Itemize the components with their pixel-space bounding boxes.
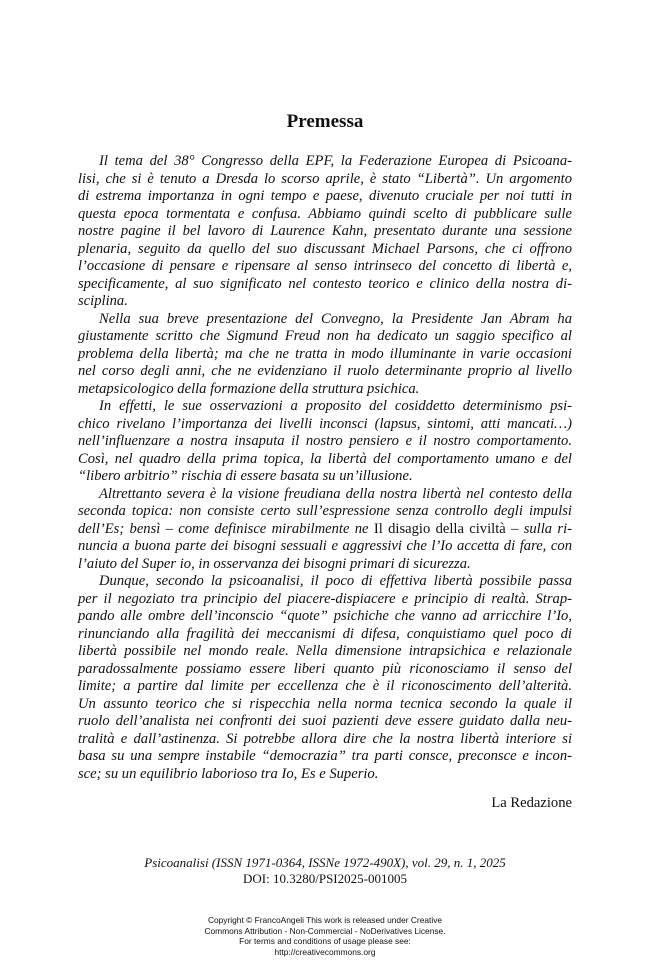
- text-line: [78, 661, 572, 679]
- text-segment: “libero arbitrio” rischia di essere basata su un’illusione.: [78, 468, 413, 484]
- text-segment: l’occasione di pensare e ripensare al senso intrinseco del concetto di libertà e,: [78, 258, 572, 274]
- copyright-notice: [0, 915, 650, 957]
- text-line: [78, 311, 572, 329]
- text-segment: metapsicologico della formazione della struttura psichica.: [78, 380, 420, 397]
- text-segment: ruolo dell’analista nei confronti dei suoi pazienti deve essere guidato dalla neu-: [78, 713, 572, 729]
- text-line: [78, 153, 572, 171]
- text-line: [78, 731, 572, 749]
- copyright-line: For terms and conditions of usage please see:: [239, 936, 411, 947]
- signature: La Redazione: [491, 795, 572, 811]
- text-segment: questa epoca tormentata e confusa. Abbiamo quindi scelto di pubblicare sulle: [78, 205, 572, 222]
- text-line: [78, 398, 572, 416]
- text-segment: di estrema importanza in ogni tempo e paese, divenuto cruciale per noi tutti in: [78, 188, 572, 204]
- text-segment: plenaria, seguito da quello del suo discussant Michael Parsons, che ci offrono: [78, 240, 572, 257]
- text-line: [78, 486, 572, 504]
- text-line: [78, 223, 572, 241]
- text-segment: Nella sua breve presentazione del Convegno, la Presidente Jan Abram ha: [99, 310, 572, 327]
- text-segment: nostre pagine il bel lavoro di Laurence Kahn, presentato durante una sessione: [78, 223, 572, 239]
- paragraph: [78, 573, 572, 783]
- text-line: [78, 573, 572, 591]
- text-line: [78, 381, 572, 399]
- text-segment: In effetti, le sue osservazioni a proposito del cosiddetto determinismo psi-: [99, 398, 572, 414]
- text-segment: paradossalmente possiamo essere liberi quanto più riconosciamo il senso del: [78, 660, 572, 677]
- text-segment: tralità e dall’astinenza. Si potrebbe allora dire che la nostra libertà interiore si: [78, 730, 572, 747]
- text-line: [78, 258, 572, 276]
- text-line: [78, 591, 572, 609]
- journal-citation: Psicoanalisi (ISSN 1971-0364, ISSNe 1972-490X), vol. 29, n. 1, 2025: [144, 855, 506, 870]
- text-line: [78, 626, 572, 644]
- text-line: [78, 538, 572, 556]
- text-line: [78, 328, 572, 346]
- paragraph: [78, 311, 572, 399]
- body-text: [78, 153, 572, 783]
- citation-block: [0, 855, 650, 887]
- text-line: [78, 293, 572, 311]
- text-segment: problema della libertà; ma che ne tratta in modo illuminante in varie occasioni: [78, 345, 572, 362]
- text-line: [78, 433, 572, 451]
- text-segment: specificamente, al suo significato nel contesto teorico e clinico della nostra di-: [78, 275, 572, 292]
- copyright-line: http://creativecommons.org: [274, 946, 376, 957]
- text-line: [78, 503, 572, 521]
- text-segment: l’aiuto del Super io, in osservanza dei bisogni primari di sicurezza.: [78, 555, 471, 572]
- text-line: [78, 521, 572, 539]
- text-segment: Così, nel quadro della prima topica, la libertà del comportamento umano e del: [78, 450, 572, 467]
- text-line: [78, 748, 572, 766]
- text-line: [78, 451, 572, 469]
- text-segment: libertà possibile nel mondo reale. Nella dimensione intrapsichica e relazionale: [78, 643, 572, 659]
- paragraph: [78, 486, 572, 574]
- text-segment: nell’influenzare a nostra insaputa il nostro pensiero e il nostro comportamento.: [78, 433, 572, 449]
- text-segment: basa su una sempre instabile “democrazia” tra parti consce, preconsce e incon-: [78, 748, 572, 764]
- text-segment: Un assunto teorico che si rispecchia nella norma tecnica secondo la quale il: [78, 695, 572, 712]
- text-segment: Il tema del 38° Congresso della EPF, la Federazione Europea di Psicoana-: [99, 153, 572, 169]
- text-segment: dell’Es; bensì – come definisce mirabilmente ne: [78, 520, 374, 537]
- text-segment: nel corso degli anni, che ne evidenziano il ruolo determinante proprio al livello: [78, 363, 572, 379]
- text-segment: seconda topica: non consiste certo sull’espressione senza controllo degli impulsi: [78, 503, 572, 519]
- text-line: [78, 468, 572, 486]
- text-segment: lisi, che si è tenuto a Dresda lo scorso aprile, è stato “Libertà”. Un argomento: [78, 170, 572, 187]
- text-line: [78, 276, 572, 294]
- text-line: [78, 556, 572, 574]
- text-line: [78, 766, 572, 784]
- text-segment: limite; a partire dal limite per eccellenza che è il riconoscimento dell’alterità.: [78, 678, 572, 694]
- paragraph: [78, 153, 572, 311]
- text-segment: nuncia a buona parte dei bisogni sessuali e aggressivi che l’Io accetta di fare, con: [78, 538, 572, 554]
- text-line: [78, 171, 572, 189]
- text-segment: rinunciando alla fragilità dei meccanismi di difesa, conquistiamo quel poco di: [78, 625, 572, 642]
- text-line: [78, 713, 572, 731]
- text-line: [78, 608, 572, 626]
- text-segment: chico rivelano l’importanza dei livelli inconsci (lapsus, sintomi, atti mancati…): [78, 415, 572, 432]
- text-line: [78, 416, 572, 434]
- text-line: [78, 643, 572, 661]
- doi: DOI: 10.3280/PSI2025-001005: [243, 871, 407, 886]
- text-line: [78, 696, 572, 714]
- text-segment: – sulla ri-: [505, 520, 573, 537]
- copyright-line: Commons Attribution - Non-Commercial - NoDerivatives License.: [204, 925, 446, 936]
- text-segment: Altrettanto severa è la visione freudiana della nostra libertà nel contesto della: [99, 485, 572, 502]
- book-title: Il disagio della civiltà: [373, 520, 506, 537]
- text-segment: Dunque, secondo la psicoanalisi, il poco di effettiva libertà possibile passa: [99, 573, 572, 589]
- page-title: Premessa: [286, 111, 364, 132]
- text-line: [78, 241, 572, 259]
- text-segment: sce; su un equilibrio laborioso tra Io, Es e Superio.: [78, 765, 379, 782]
- text-line: [78, 206, 572, 224]
- text-line: [78, 363, 572, 381]
- text-line: [78, 346, 572, 364]
- text-segment: giustamente scritto che Sigmund Freud non ha dedicato un saggio specifico al: [78, 328, 572, 344]
- text-line: [78, 188, 572, 206]
- copyright-line: Copyright © FrancoAngeli This work is released under Creative: [207, 915, 443, 925]
- text-segment: per il negoziato tra principio del piacere-dispiacere e principio di realtà. Strap-: [78, 590, 572, 607]
- text-line: [78, 678, 572, 696]
- text-segment: sciplina.: [78, 293, 128, 309]
- paragraph: [78, 398, 572, 486]
- text-segment: pando alle ombre dell’inconscio “quote” psichiche che vanno ad arricchire l’Io,: [78, 608, 572, 624]
